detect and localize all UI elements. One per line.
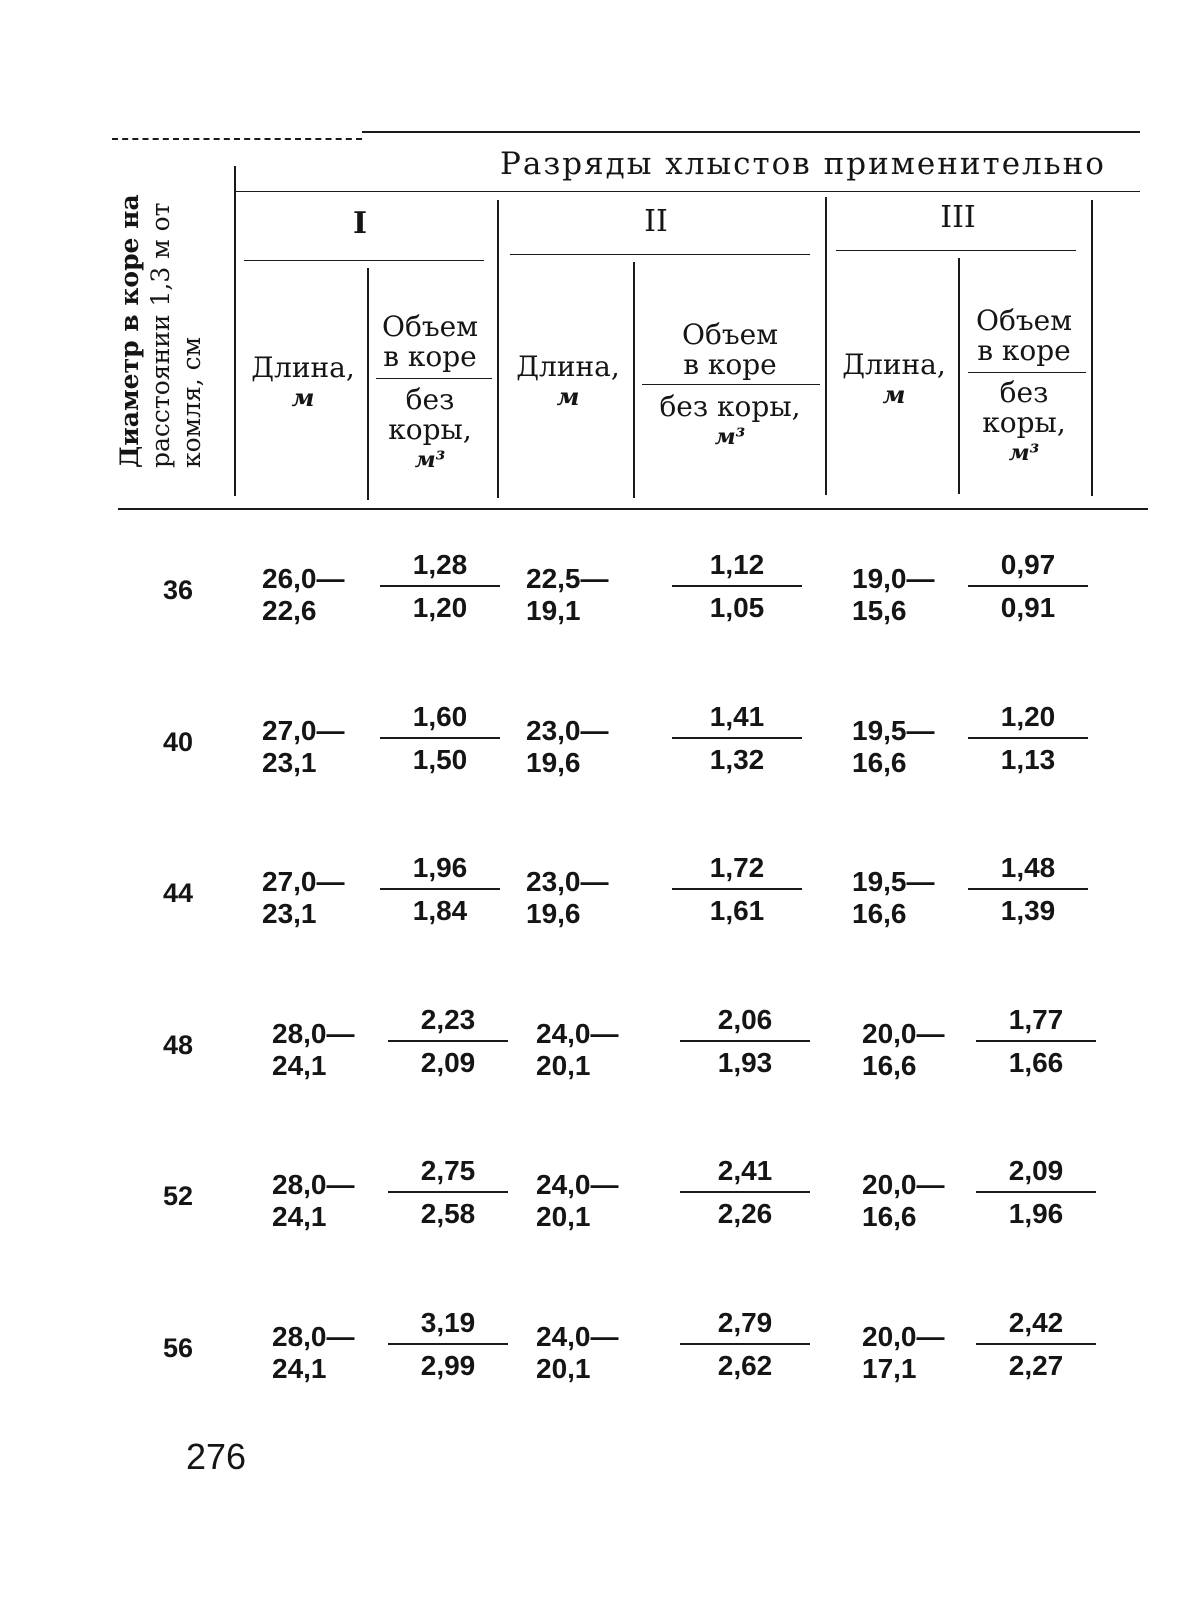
stub-divider: [234, 166, 236, 496]
diameter-cell: 40: [162, 727, 194, 757]
length-cell: [852, 563, 935, 627]
group-rule-3: [836, 250, 1076, 251]
volume-fraction: [380, 850, 500, 928]
length-cell: [536, 1321, 619, 1385]
length-cell: [536, 1169, 619, 1233]
volume-fraction: [680, 1305, 810, 1383]
length-header-3: [832, 350, 956, 410]
volume-without-bark: 2,09: [420, 1047, 476, 1078]
volume-sub-header-2-line-1: без коры,: [659, 390, 801, 423]
volume-sub-header-1-unit: м³: [414, 447, 446, 473]
length-line: 27,0—: [262, 715, 345, 746]
volume-in-bark: 3,19: [420, 1307, 476, 1338]
volume-fraction: [976, 1305, 1096, 1383]
length-cell: [262, 715, 345, 779]
length-line: 23,1: [262, 898, 317, 929]
volume-fraction: [380, 699, 500, 777]
volume-without-bark: 2,99: [420, 1350, 476, 1381]
length-line: 20,1: [536, 1201, 591, 1232]
volume-without-bark: 2,58: [420, 1198, 476, 1229]
group-label-2: II: [644, 204, 668, 239]
volume-fraction: [388, 1153, 508, 1231]
volume-fraction: [672, 850, 802, 928]
volume-without-bark: 1,05: [709, 592, 765, 623]
volume-without-bark: 1,61: [709, 895, 765, 926]
fraction-bar: [672, 585, 802, 587]
header-bottom-rule: [118, 508, 1148, 510]
length-line: 24,1: [272, 1201, 327, 1232]
subcol-divider-3: [958, 258, 960, 494]
fraction-bar: [680, 1040, 810, 1042]
volume-in-bark: 1,96: [412, 852, 468, 883]
volume-fraction: [680, 1002, 810, 1080]
volume-without-bark: 0,91: [1000, 592, 1056, 623]
volume-fraction: [968, 547, 1088, 625]
volume-in-bark: 2,41: [717, 1155, 773, 1186]
volume-in-bark: 2,42: [1008, 1307, 1064, 1338]
length-line: 20,0—: [862, 1169, 945, 1200]
length-cell: [526, 563, 609, 627]
volume-without-bark: 1,96: [1008, 1198, 1064, 1229]
length-cell: [272, 1018, 355, 1082]
top-rule: [362, 131, 1140, 133]
length-cell: [526, 715, 609, 779]
volume-without-bark: 1,66: [1008, 1047, 1064, 1078]
length-line: 24,0—: [536, 1169, 619, 1200]
length-line: 26,0—: [262, 563, 345, 594]
volume-without-bark: 1,84: [412, 895, 468, 926]
volume-header-1-line-1: Объем: [382, 310, 478, 343]
fraction-bar: [968, 585, 1088, 587]
length-header-1: [240, 353, 366, 413]
length-header-2-text: Длина,: [516, 350, 620, 383]
volume-fraction: [968, 699, 1088, 777]
length-line: 28,0—: [272, 1018, 355, 1049]
volume-without-bark: 1,20: [412, 592, 468, 623]
fraction-bar: [968, 737, 1088, 739]
volume-in-bark: 2,06: [717, 1004, 773, 1035]
volume-sub-header-2: [640, 392, 820, 452]
length-line: 19,6: [526, 747, 581, 778]
length-line: 20,0—: [862, 1321, 945, 1352]
length-line: 16,6: [862, 1050, 917, 1081]
volume-in-bark: 2,09: [1008, 1155, 1064, 1186]
volume-without-bark: 2,27: [1008, 1350, 1064, 1381]
subcol-divider-1: [367, 268, 369, 500]
volume-header-2-line-2: в коре: [683, 348, 777, 381]
length-cell: [536, 1018, 619, 1082]
volume-in-bark: 1,20: [1000, 701, 1056, 732]
length-line: 19,6: [526, 898, 581, 929]
length-line: 24,1: [272, 1353, 327, 1384]
volume-fraction: [672, 699, 802, 777]
volume-in-bark: 1,60: [412, 701, 468, 732]
length-header-2: [504, 352, 632, 412]
volume-header-1-line-2: в коре: [383, 340, 477, 373]
volume-sub-header-3-line-2: коры,: [982, 406, 1066, 439]
volume-header-2-bar: [642, 384, 820, 385]
subcol-divider-2: [633, 262, 635, 498]
volume-in-bark: 1,48: [1000, 852, 1056, 883]
diameter-cell: 52: [162, 1181, 194, 1211]
volume-without-bark: 2,62: [717, 1350, 773, 1381]
length-line: 22,5—: [526, 563, 609, 594]
diameter-cell: 36: [162, 575, 194, 605]
length-cell: [852, 715, 935, 779]
fraction-bar: [672, 888, 802, 890]
volume-header-3-bar: [968, 372, 1086, 373]
volume-without-bark: 1,32: [709, 744, 765, 775]
page-number: 276: [186, 1436, 247, 1477]
volume-header-2: [640, 320, 820, 380]
diameter-cell: 48: [162, 1030, 194, 1060]
volume-fraction: [680, 1153, 810, 1231]
volume-in-bark: 2,79: [717, 1307, 773, 1338]
volume-in-bark: 0,97: [1000, 549, 1056, 580]
length-line: 20,1: [536, 1353, 591, 1384]
length-line: 22,6: [262, 595, 317, 626]
volume-without-bark: 1,93: [717, 1047, 773, 1078]
volume-sub-header-3-unit: м³: [1008, 440, 1040, 466]
length-header-1-text: Длина,: [251, 351, 355, 384]
length-line: 17,1: [862, 1353, 917, 1384]
length-header-2-unit: м: [556, 382, 580, 411]
volume-in-bark: 2,23: [420, 1004, 476, 1035]
group-rule-1: [244, 260, 484, 261]
length-header-3-text: Длина,: [842, 348, 946, 381]
length-line: 15,6: [852, 595, 907, 626]
volume-without-bark: 1,50: [412, 744, 468, 775]
volume-fraction: [388, 1002, 508, 1080]
length-cell: [262, 866, 345, 930]
length-line: 20,0—: [862, 1018, 945, 1049]
length-line: 16,6: [852, 747, 907, 778]
volume-fraction: [968, 850, 1088, 928]
length-cell: [852, 866, 935, 930]
volume-fraction: [388, 1305, 508, 1383]
volume-without-bark: 2,26: [717, 1198, 773, 1229]
length-line: 28,0—: [272, 1169, 355, 1200]
length-header-3-unit: м: [882, 380, 906, 409]
volume-sub-header-2-unit: м³: [714, 424, 746, 450]
fraction-bar: [388, 1343, 508, 1345]
group-label-1: I: [352, 206, 368, 241]
top-rule-left: [112, 138, 362, 140]
volume-fraction: [380, 547, 500, 625]
volume-in-bark: 1,77: [1008, 1004, 1064, 1035]
length-line: 16,6: [862, 1201, 917, 1232]
volume-sub-header-3: [962, 378, 1086, 468]
length-line: 24,0—: [536, 1018, 619, 1049]
length-cell: [262, 563, 345, 627]
volume-without-bark: 1,39: [1000, 895, 1056, 926]
volume-in-bark: 1,41: [709, 701, 765, 732]
volume-sub-header-1-line-1: без: [405, 383, 455, 416]
row-header: [114, 158, 207, 468]
length-line: 23,0—: [526, 866, 609, 897]
length-line: 19,1: [526, 595, 581, 626]
length-line: 24,1: [272, 1050, 327, 1081]
length-cell: [526, 866, 609, 930]
volume-in-bark: 2,75: [420, 1155, 476, 1186]
volume-header-1: [370, 312, 490, 372]
group-divider-end: [1091, 200, 1093, 496]
length-cell: [862, 1018, 945, 1082]
length-cell: [862, 1321, 945, 1385]
volume-without-bark: 1,13: [1000, 744, 1056, 775]
volume-fraction: [976, 1153, 1096, 1231]
length-cell: [862, 1169, 945, 1233]
length-cell: [272, 1321, 355, 1385]
fraction-bar: [976, 1191, 1096, 1193]
volume-header-2-line-1: Объем: [682, 318, 778, 351]
length-line: 23,1: [262, 747, 317, 778]
length-line: 16,6: [852, 898, 907, 929]
diameter-cell: 44: [162, 878, 194, 908]
volume-fraction: [672, 547, 802, 625]
volume-header-1-bar: [376, 378, 492, 379]
fraction-bar: [388, 1191, 508, 1193]
volume-header-3: [962, 306, 1086, 366]
volume-header-3-line-1: Объем: [976, 304, 1072, 337]
length-line: 19,5—: [852, 866, 935, 897]
volume-in-bark: 1,72: [709, 852, 765, 883]
length-line: 24,0—: [536, 1321, 619, 1352]
row-header-line-1: Диаметр в коре на: [115, 194, 144, 468]
fraction-bar: [976, 1040, 1096, 1042]
fraction-bar: [672, 737, 802, 739]
diameter-cell: 56: [162, 1333, 194, 1363]
title-rule: [236, 191, 1140, 192]
fraction-bar: [968, 888, 1088, 890]
table-title: Разряды хлыстов применительно: [500, 146, 1106, 182]
fraction-bar: [380, 737, 500, 739]
volume-sub-header-1-line-2: коры,: [388, 413, 472, 446]
volume-sub-header-1: [370, 385, 490, 475]
length-cell: [272, 1169, 355, 1233]
length-line: 27,0—: [262, 866, 345, 897]
volume-header-3-line-2: в коре: [977, 334, 1071, 367]
fraction-bar: [380, 585, 500, 587]
length-line: 19,0—: [852, 563, 935, 594]
fraction-bar: [680, 1343, 810, 1345]
volume-in-bark: 1,28: [412, 549, 468, 580]
group-divider-1: [497, 200, 499, 498]
length-line: 23,0—: [526, 715, 609, 746]
fraction-bar: [976, 1343, 1096, 1345]
volume-fraction: [976, 1002, 1096, 1080]
volume-sub-header-3-line-1: без: [999, 376, 1049, 409]
group-rule-2: [510, 254, 810, 255]
volume-in-bark: 1,12: [709, 549, 765, 580]
length-header-1-unit: м: [291, 383, 315, 412]
group-label-3: III: [940, 200, 976, 235]
length-line: 20,1: [536, 1050, 591, 1081]
row-header-line-3: комля, см: [177, 336, 206, 468]
fraction-bar: [388, 1040, 508, 1042]
row-header-line-2: расстоянии 1,3 м от: [146, 202, 175, 468]
length-line: 28,0—: [272, 1321, 355, 1352]
fraction-bar: [380, 888, 500, 890]
group-divider-2: [825, 197, 827, 495]
length-line: 19,5—: [852, 715, 935, 746]
fraction-bar: [680, 1191, 810, 1193]
